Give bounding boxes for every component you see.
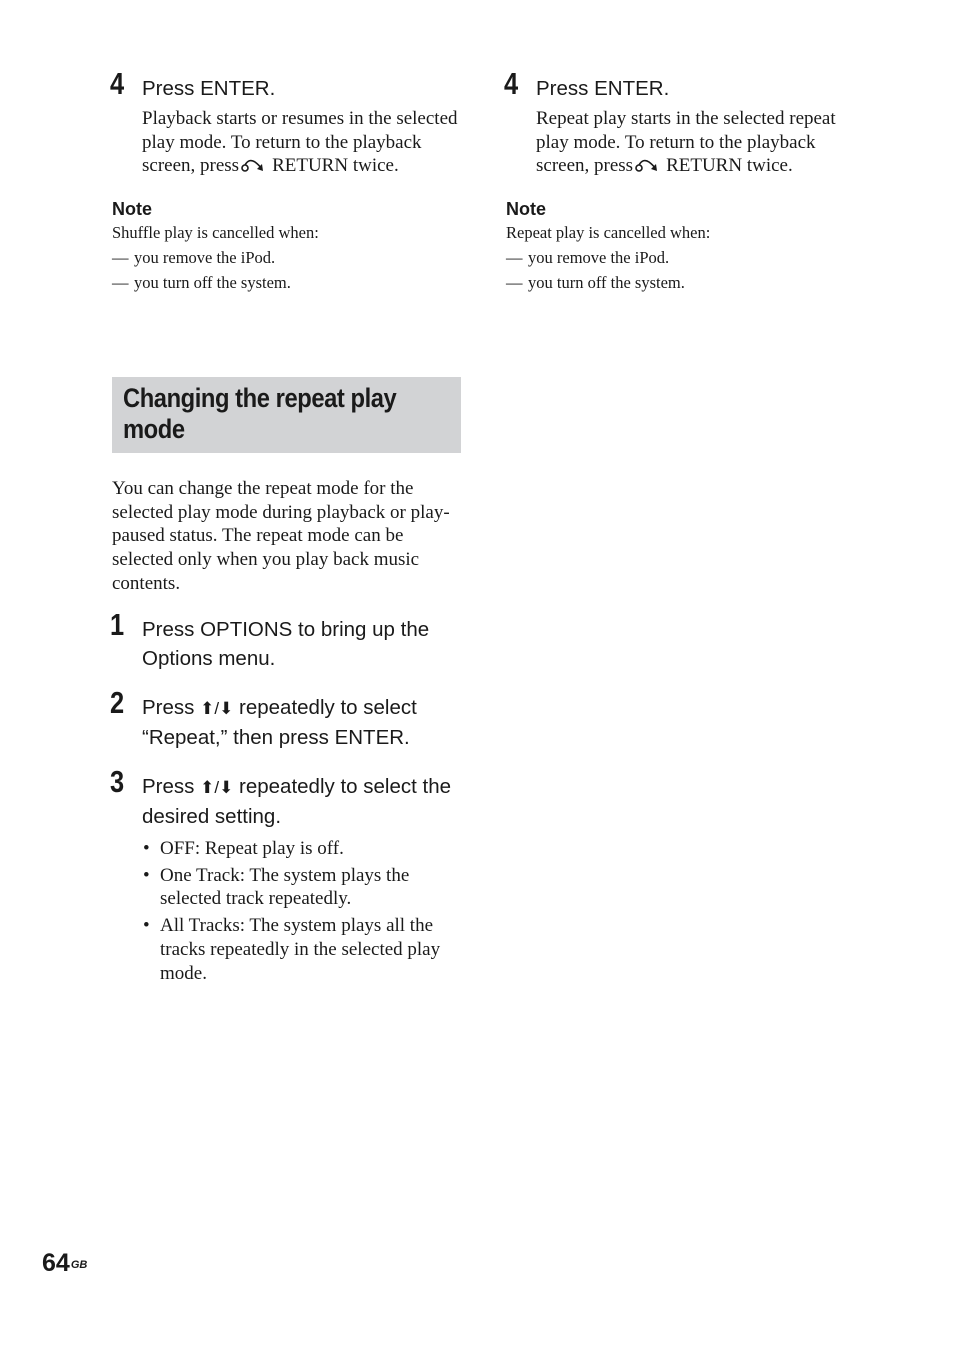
note-right bbox=[506, 198, 856, 295]
up-down-arrow-icon: ⬆/⬇ bbox=[200, 778, 234, 797]
list-item: • One Track: The system plays the selected track repeatedly. bbox=[143, 864, 410, 910]
note-left bbox=[112, 198, 462, 295]
list-item: — you remove the iPod. bbox=[506, 245, 856, 270]
step-title: Press ENTER. bbox=[142, 77, 276, 100]
step-3 bbox=[110, 764, 462, 985]
section-heading-box bbox=[112, 377, 461, 453]
section-title: Changing the repeat play mode bbox=[123, 383, 397, 444]
step-title: Press ENTER. bbox=[536, 77, 670, 100]
page-number: $64^{GB}$ bbox=[42, 1249, 88, 1277]
step-number: 4 bbox=[504, 66, 518, 101]
dash: — bbox=[506, 273, 523, 293]
steps-list bbox=[110, 607, 462, 1005]
step-title: Press ⬆/⬇ repeatedly to select the desired setting. bbox=[142, 775, 451, 828]
dash: — bbox=[112, 248, 129, 268]
step-number: 3 bbox=[110, 764, 124, 799]
note-heading: Note bbox=[506, 199, 546, 220]
up-down-arrow-icon: ⬆/⬇ bbox=[200, 699, 234, 718]
step-number: 4 bbox=[110, 66, 124, 101]
step-1 bbox=[110, 607, 462, 673]
return-icon bbox=[635, 156, 662, 180]
step-title: Press OPTIONS to bring up the Options menu. bbox=[142, 618, 430, 670]
note-intro: Repeat play is cancelled when: bbox=[506, 223, 711, 243]
step-title: Press ⬆/⬇ repeatedly to select “Repeat,” then press ENTER. bbox=[142, 696, 417, 749]
step-body: Playback starts or resumes in the selected play mode. To return to the playback screen, press RETURN twice. bbox=[142, 107, 462, 180]
step-number: 1 bbox=[110, 607, 124, 642]
step-number: 2 bbox=[110, 685, 124, 720]
list-item: — you remove the iPod. bbox=[112, 245, 462, 270]
step-2 bbox=[110, 685, 462, 752]
list-item: — you turn off the system. bbox=[112, 270, 462, 295]
dash: — bbox=[112, 273, 129, 293]
bullet: • bbox=[143, 864, 150, 886]
intro-paragraph: You can change the repeat mode for the selected play mode during playback or play-paused status. The repeat mode can be selected only when you play back music contents. bbox=[112, 478, 450, 594]
note-intro: Shuffle play is cancelled when: bbox=[112, 223, 319, 243]
note-heading: Note bbox=[112, 199, 152, 220]
step-body: Repeat play starts in the selected repeat play mode. To return to the playback screen, press RETURN twice. bbox=[536, 107, 856, 180]
left-column bbox=[110, 66, 462, 295]
list-item: • OFF: Repeat play is off. bbox=[143, 838, 344, 859]
list-item: • All Tracks: The system plays all the tracks repeatedly in the selected play mode. bbox=[143, 915, 441, 984]
dash: — bbox=[506, 248, 523, 268]
right-column bbox=[504, 66, 856, 295]
step-4-right bbox=[504, 66, 856, 180]
step-4-left bbox=[110, 66, 462, 180]
bullet: • bbox=[143, 838, 150, 859]
settings-list bbox=[142, 837, 462, 985]
list-item: — you turn off the system. bbox=[506, 270, 856, 295]
page-suffix: GB bbox=[70, 1259, 88, 1271]
bullet: • bbox=[143, 915, 150, 937]
return-icon bbox=[241, 156, 268, 180]
